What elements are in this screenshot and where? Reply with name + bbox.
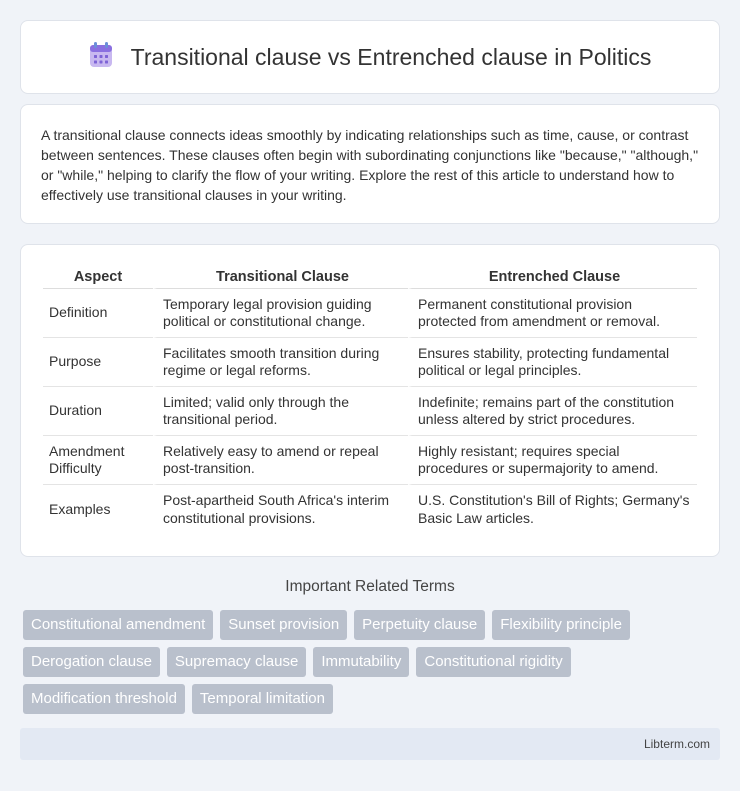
related-term-tag[interactable]: Derogation clause xyxy=(23,647,160,677)
title-wrap xyxy=(89,42,652,73)
footer-site-link[interactable]: Libterm.com xyxy=(643,737,710,751)
cell-transitional: Post-apartheid South Africa's interim constitutional provisions. xyxy=(153,485,408,534)
cell-transitional: Limited; valid only through the transitional period. xyxy=(153,387,408,436)
page-title: Transitional clause vs Entrenched clause in Politics xyxy=(130,43,652,70)
footer xyxy=(20,728,720,760)
related-term-tag[interactable]: Immutability xyxy=(313,647,409,677)
cell-transitional: Relatively easy to amend or repeal post-transition. xyxy=(153,436,408,485)
intro-paragraph: A transitional clause connects ideas smoothly by indicating relationships such as time, cause, or contrast between sentences. These clauses often begin with subordinating conjunctions like "because," "although," or "while," helping to clarify the flow of your writing. Explore the rest of this article to understand how to effectively use transitional clauses in your writing. xyxy=(41,127,699,203)
table-row xyxy=(43,338,697,387)
column-header-transitional: Transitional Clause xyxy=(153,267,408,289)
cell-aspect: Duration xyxy=(43,387,153,436)
related-term-tag[interactable]: Flexibility principle xyxy=(492,610,630,640)
column-header-entrenched: Entrenched Clause xyxy=(408,267,697,289)
comparison-card xyxy=(20,244,720,557)
cell-entrenched: Indefinite; remains part of the constitution unless altered by strict procedures. xyxy=(408,387,697,436)
intro-card xyxy=(20,104,720,224)
calendar-icon xyxy=(89,42,113,73)
cell-aspect: Definition xyxy=(43,289,153,338)
comparison-table xyxy=(43,267,697,534)
cell-transitional: Temporary legal provision guiding political or constitutional change. xyxy=(153,289,408,338)
related-term-tag[interactable]: Perpetuity clause xyxy=(354,610,485,640)
cell-aspect: Purpose xyxy=(43,338,153,387)
cell-entrenched: Permanent constitutional provision protected from amendment or removal. xyxy=(408,289,697,338)
table-row xyxy=(43,387,697,436)
cell-entrenched: Ensures stability, protecting fundamental political or legal principles. xyxy=(408,338,697,387)
cell-entrenched: Highly resistant; requires special procedures or supermajority to amend. xyxy=(408,436,697,485)
cell-aspect: Examples xyxy=(49,500,111,517)
related-term-tag[interactable]: Supremacy clause xyxy=(167,647,306,677)
table-header-row xyxy=(43,267,697,289)
cell-entrenched: U.S. Constitution's Bill of Rights; Germany's Basic Law articles. xyxy=(408,485,697,534)
table-row xyxy=(43,289,697,338)
related-term-tag[interactable]: Modification threshold xyxy=(23,684,185,714)
column-header-aspect: Aspect xyxy=(43,267,153,289)
related-terms-title: Important Related Terms xyxy=(285,578,455,595)
related-term-tag[interactable]: Constitutional amendment xyxy=(23,610,213,640)
table-row xyxy=(43,485,697,534)
related-term-tag[interactable]: Temporal limitation xyxy=(192,684,333,714)
related-term-tag[interactable]: Sunset provision xyxy=(220,610,347,640)
related-terms-list xyxy=(23,610,723,714)
table-row xyxy=(43,436,697,485)
cell-transitional: Facilitates smooth transition during regime or legal reforms. xyxy=(153,338,408,387)
related-term-tag[interactable]: Constitutional rigidity xyxy=(416,647,570,677)
cell-aspect: Amendment Difficulty xyxy=(43,436,153,485)
header-card xyxy=(20,20,720,94)
